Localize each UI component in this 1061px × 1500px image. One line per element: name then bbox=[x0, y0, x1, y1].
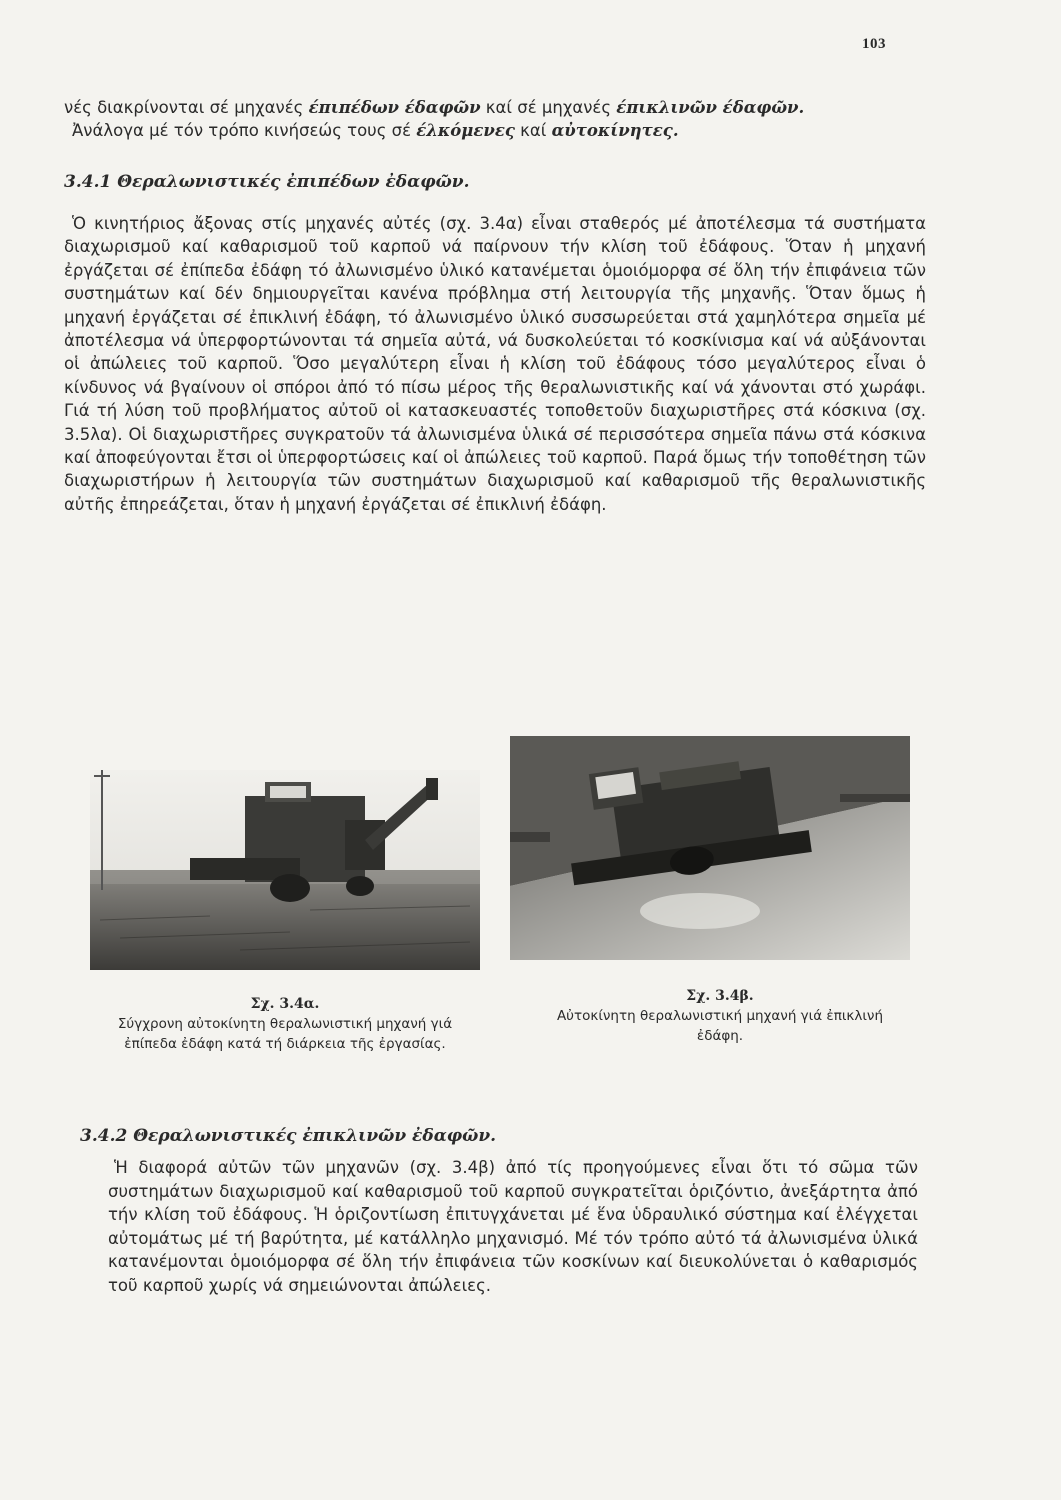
section-heading-flat: 3.4.1 Θεραλωνιστικές ἐπιπέδων ἐδαφῶν. bbox=[64, 172, 470, 192]
term-flat: έπιπέδων έδαφῶν bbox=[308, 98, 481, 117]
caption-fig-2-label: Σχ. 3.4β. bbox=[686, 988, 754, 1004]
section-heading-slope: 3.4.2 Θεραλωνιστικές ἐπικλινῶν ἐδαφῶν. bbox=[80, 1126, 497, 1146]
term-self: αὐτοκίνητες. bbox=[551, 121, 679, 141]
term-slope: έπικλινῶν έδαφῶν. bbox=[616, 98, 805, 117]
photo-combine-slope bbox=[510, 736, 910, 960]
intro-line-2: Ἀνάλογα μέ τόν τρόπο κινήσεώς τους σέ έλκόμενες καί αὐτοκίνητες. bbox=[72, 121, 679, 141]
caption-fig-2 bbox=[540, 986, 900, 1046]
caption-fig-1-label: Σχ. 3.4α. bbox=[250, 996, 320, 1012]
paragraph-slope: Ἡ διαφορά αὐτῶν τῶν μηχανῶν (σχ. 3.4β) ἀπό τίς προηγούμενες εἶναι ὅτι τό σῶμα τῶν συστημάτων διαχωρισμοῦ καί καθαρισμοῦ τοῦ καρποῦ συγκρατεῖται ὁριζόντιο, ἀνεξάρτητα ἀπό τήν κλίση τοῦ ἐδάφους. Ἡ ὁριζοντίωση ἐπιτυγχάνεται μέ ἕνα ὑδραυλικό σύστημα καί ἐλέγχεται αὐτομάτως μέ τή βαρύτητα, μέ κατάλληλο μηχανισμό. Μέ τόν τρόπο αὐτό τά ἀλωνισμένα ὑλικά κατανέμονται ὁμοιόμορφα σέ ὅλη τήν ἐπιφάνεια τῶν κοσκίνων καί διευκολύνεται ὁ καθαρισμός τοῦ καρποῦ χωρίς νά σημειώνονται ἀπώλειες. bbox=[108, 1158, 918, 1295]
section-text-flat bbox=[64, 212, 926, 516]
intro-line-1: νές διακρίνονται σέ μηχανές έπιπέδων έδαφῶν καί σέ μηχανές έπικλινῶν έδαφῶν. bbox=[64, 98, 805, 117]
caption-fig-1 bbox=[90, 994, 480, 1054]
paragraph-flat: Ὁ κινητήριος ἄξονας στίς μηχανές αὐτές (σχ. 3.4α) εἶναι σταθερός μέ ἀποτέλεσμα τά συστήματα διαχωρισμοῦ καί καθαρισμοῦ τοῦ καρποῦ νά παίρνουν τήν κλίση τοῦ ἐδάφους. Ὅταν ἡ μηχανή ἐργάζεται σέ ἐπίπεδα ἐδάφη τό ἀλωνισμένο ὑλικό κατανέμεται ὁμοιόμορφα σέ ὅλη τήν ἐπιφάνεια τῶν συστημάτων καί δέν δημιουργεῖται κανένα πρόβλημα στή λειτουργία τῆς μηχανῆς. Ὅταν ὅμως ἡ μηχανή ἐργάζεται σέ ἐπικλινή ἐδάφη, τό ἀλωνισμένο ὑλικό συσσωρεύεται στά χαμηλότερα σημεῖα μέ ἀποτέλεσμα νά ὑπερφορτώνονται τά σημεῖα αὐτά, νά δυσκολεύεται τό κοσκίνισμα καί νά αὐξάνονται οἱ ἀπώλειες τοῦ καρποῦ. Ὅσο μεγαλύτερη εἶναι ἡ κλίση τοῦ ἐδάφους τόσο μεγαλύτερος εἶναι ὁ κίνδυνος νά βγαίνουν οἱ σπόροι ἀπό τό πίσω μέρος τῆς θεραλωνιστικῆς καί νά χάνονται στό χωράφι. Γιά τή λύση τοῦ προβλήματος αὐτοῦ οἱ κατασκευαστές τοποθετοῦν διαχωριστῆρες στά κόσκινα (σχ. 3.5λα). Οἱ διαχωριστῆρες συγκρατοῦν τά ἀλωνισμένα ὑλικά σέ περισσότερα σημεῖα πάνω στά κόσκινα καί ἀποφεύγονται ἔτσι οἱ ὑπερφορτώσεις καί οἱ ἀπώλειες τοῦ καρποῦ. Παρά ὅμως τήν τοποθέτηση τῶν διαχωριστήρων ἡ λειτουργία τῶν συστημάτων διαχωρισμοῦ καί καθαρισμοῦ τῆς θεραλωνιστικῆς αὐτῆς ἐπηρεάζεται, ὅταν ἡ μηχανή ἐργάζεται σέ ἐπικλινή ἐδάφη. bbox=[64, 214, 926, 514]
caption-fig-1-text: Σύγχρονη αὐτοκίνητη θεραλωνιστική μηχανή γιά ἐπίπεδα ἐδάφη κατά τή διάρκεια τῆς ἐργασίας. bbox=[117, 1016, 453, 1052]
section-text-slope bbox=[108, 1156, 918, 1297]
caption-fig-2-text: Αὐτοκίνητη θεραλωνιστική μηχανή γιά ἐπικλινή ἐδάφη. bbox=[556, 1008, 884, 1044]
page-number: 103 bbox=[862, 36, 886, 52]
intro-text bbox=[64, 96, 926, 142]
term-towed: έλκόμενες bbox=[416, 121, 515, 141]
photo-combine-flat bbox=[90, 770, 480, 970]
